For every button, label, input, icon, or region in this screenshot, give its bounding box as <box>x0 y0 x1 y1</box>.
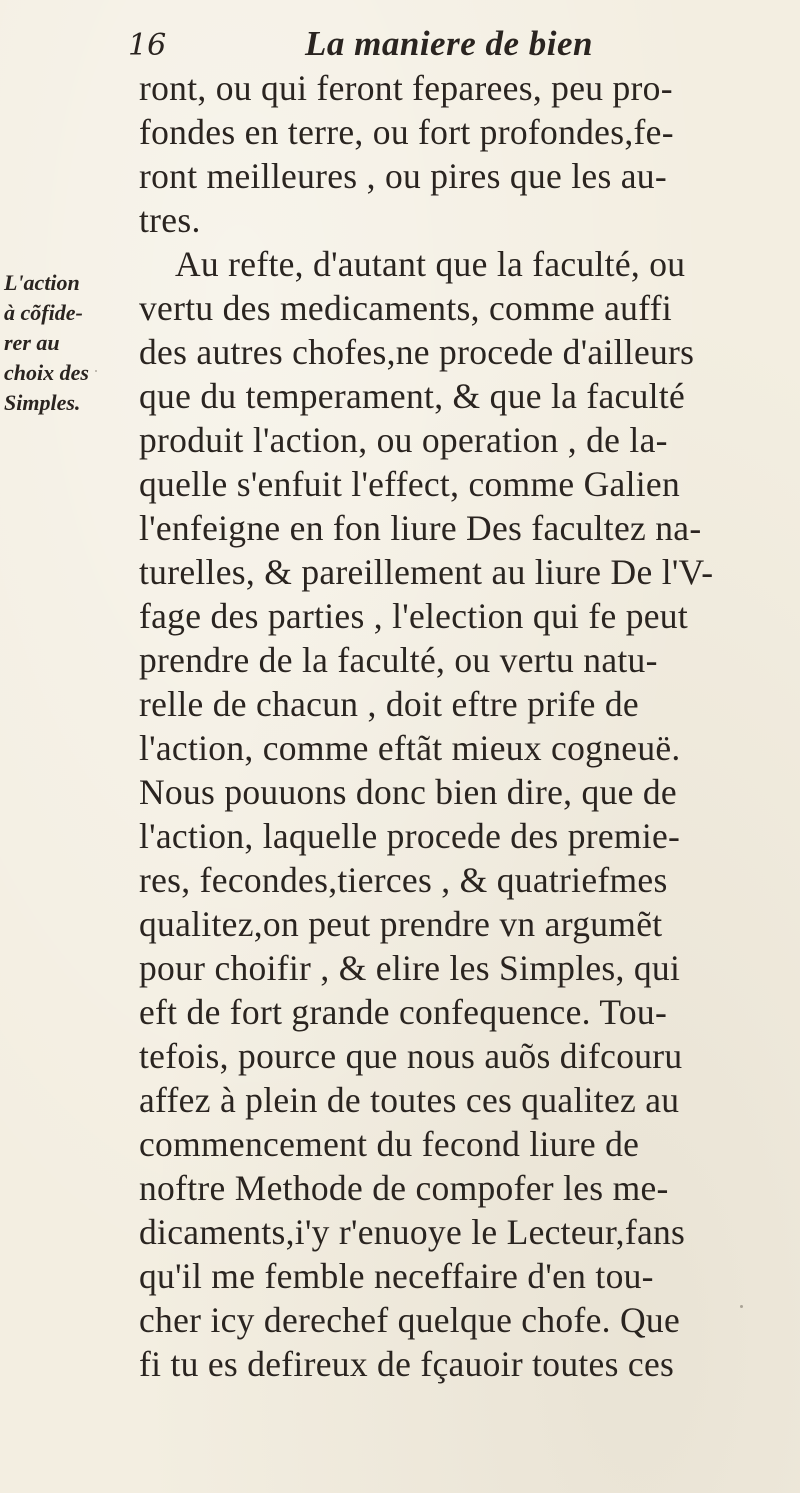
text-line: cher icy derechef quelque chofe. Que <box>139 1300 681 1340</box>
text-line: l'action, comme eftãt mieux cogneuë. <box>139 728 681 768</box>
page-number: 16 <box>128 28 167 63</box>
text-line: vertu des medicaments, comme auffi <box>139 288 672 328</box>
text-line: prendre de la faculté, ou vertu natu- <box>139 640 658 680</box>
text-line: pour choifir , & elire les Simples, qui <box>139 948 681 988</box>
text-line: tres. <box>139 200 201 240</box>
text-line: ront, ou qui feront feparees, peu pro- <box>139 68 673 108</box>
text-line: qu'il me femble neceffaire d'en tou- <box>139 1256 654 1296</box>
text-line: noftre Methode de compofer les me- <box>139 1168 669 1208</box>
text-line: affez à plein de toutes ces qualitez au <box>139 1080 680 1120</box>
margin-note-line: rer au <box>4 330 60 355</box>
text-line: produit l'action, ou operation , de la- <box>139 420 668 460</box>
margin-note-line: L'action <box>4 270 80 295</box>
text-line: relle de chacun , doit eftre prife de <box>139 684 639 724</box>
text-line: turelles, & pareillement au liure De l'V- <box>139 552 714 592</box>
text-line: Nous pouuons donc bien dire, que de <box>139 772 677 812</box>
text-line: commencement du fecond liure de <box>139 1124 640 1164</box>
margin-note-line: Simples. <box>4 390 81 415</box>
text-line: ront meilleures , ou pires que les au- <box>139 156 667 196</box>
text-line: l'enfeigne en fon liure Des facultez na- <box>139 508 702 548</box>
text-line: des autres chofes,ne procede d'ailleurs <box>139 332 695 372</box>
text-line: qualitez,on peut prendre vn argumẽt <box>139 904 663 944</box>
margin-note-line: à cõfide- <box>4 300 83 325</box>
text-line: eft de fort grande confequence. Tou- <box>139 992 668 1032</box>
text-line: l'action, laquelle procede des premie- <box>139 816 681 856</box>
margin-note-line: choix des <box>4 360 89 385</box>
text-line: dicaments,i'y r'enuoye le Lecteur,fans <box>139 1212 686 1252</box>
text-line: fi tu es defireux de fçauoir toutes ces <box>139 1344 675 1384</box>
text-line: fage des parties , l'election qui fe peut <box>139 596 689 636</box>
text-line: que du temperament, & que la faculté <box>139 376 686 416</box>
text-line: fondes en terre, ou fort profondes,fe- <box>139 112 674 152</box>
page-header <box>0 10 800 70</box>
ink-speck <box>740 1305 743 1308</box>
ink-speck <box>95 370 97 372</box>
text-line: res, fecondes,tierces , & quatriefmes <box>139 860 668 900</box>
running-head: La maniere de bien <box>305 24 593 63</box>
text-line: quelle s'enfuit l'effect, comme Galien <box>139 464 681 504</box>
text-line: Au refte, d'autant que la faculté, ou <box>175 244 686 284</box>
text-line: tefois, pource que nous auõs difcouru <box>139 1036 683 1076</box>
